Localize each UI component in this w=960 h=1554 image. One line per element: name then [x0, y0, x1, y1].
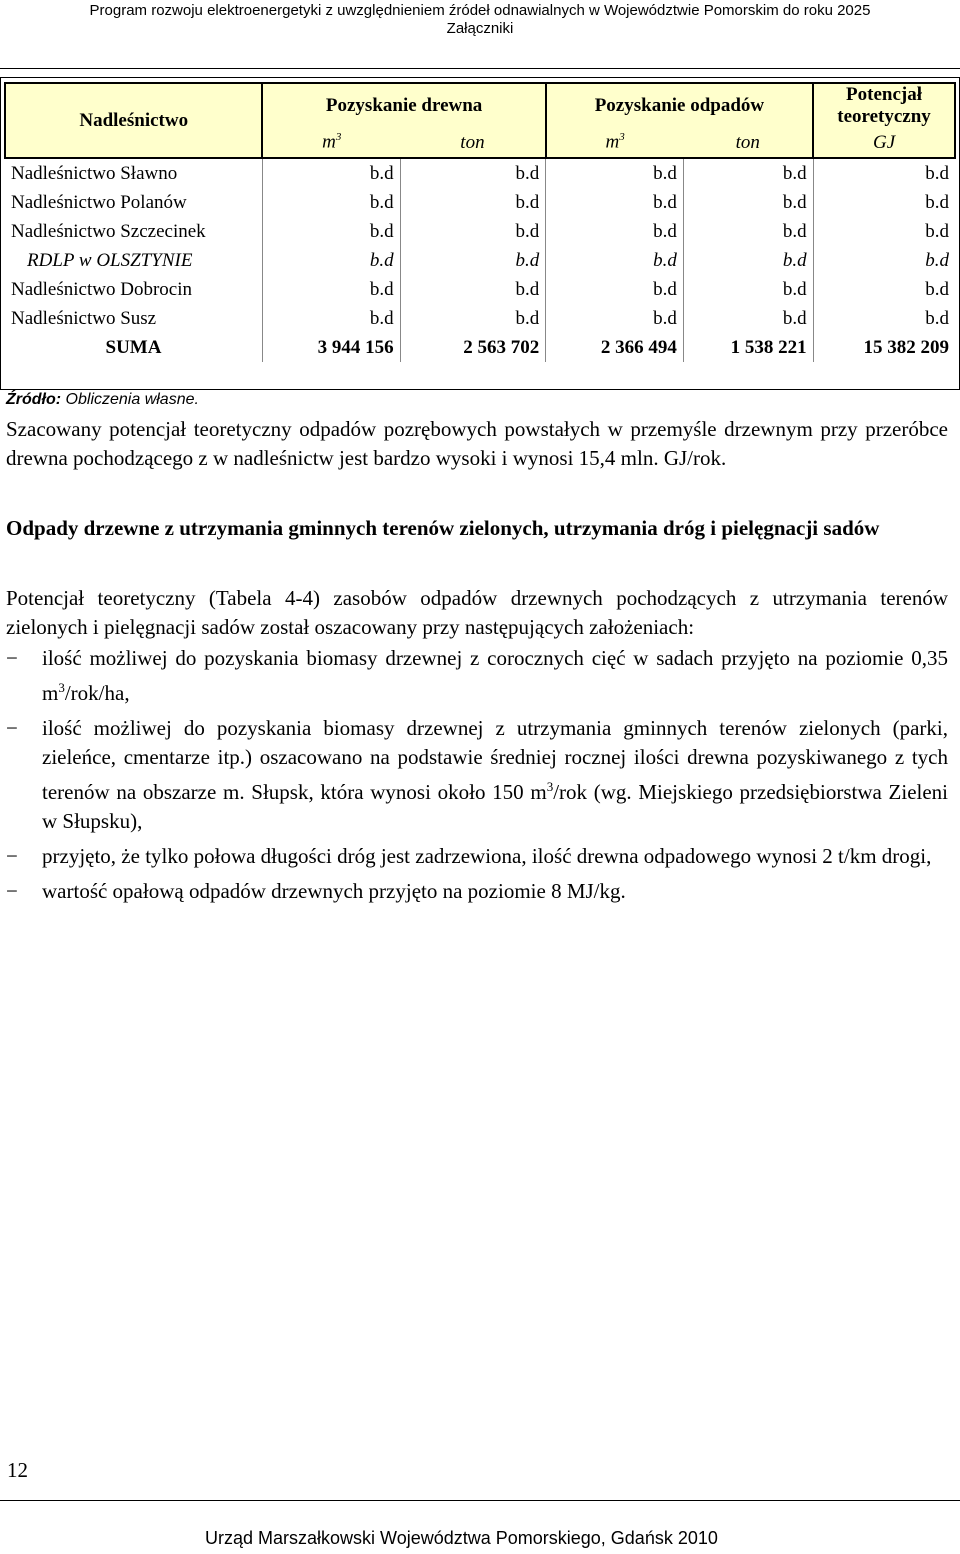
unit-wood-m3: $m^3$ [262, 128, 400, 158]
assumptions-list [6, 644, 948, 912]
table-row: Nadleśnictwo Polanów b.d b.d b.d b.d b.d [5, 188, 955, 217]
unit-waste-m3: $m^3$ [546, 128, 684, 158]
list-item: − przyjęto, że tylko połowa długości dróg jest zadrzewiona, ilość drewna odpadowego wynosi 2 t/km drogi, [6, 842, 948, 871]
footer-divider [0, 1500, 960, 1501]
source-text: Obliczenia własne. [65, 391, 199, 408]
dash-bullet: − [6, 844, 18, 868]
dash-bullet: − [6, 646, 18, 670]
header-pozyskanie-odpadow: Pozyskanie odpadów [546, 83, 813, 128]
header-pozyskanie-drewna: Pozyskanie drewna [262, 83, 545, 128]
page-number: 12 [7, 1458, 28, 1482]
list-item: − ilość możliwej do pozyskania biomasy drzewnej z corocznych cięć w sadach przyjęto na poziomie 0,35 $m^3/rok/ha$, [6, 646, 948, 705]
unit-gj: GJ [813, 128, 955, 158]
table-row: Nadleśnictwo Susz b.d b.d b.d b.d b.d [5, 304, 955, 333]
paragraph-potential: Szacowany potencjał teoretyczny odpadów pozrębowych powstałych w przemyśle drzewnym przy przeróbce drewna pochodzącego z w nadleśnictw jest bardzo wysoki i wynosi 15,4 mln. GJ/rok. [6, 417, 948, 470]
paragraph-assumptions: Potencjał teoretyczny (Tabela 4-4) zasobów odpadów drzewnych pochodzących z utrzymania terenów zielonych i pielęgnacji sadów został oszacowany przy następujących założeniach: [6, 586, 948, 639]
header-potencjal: Potencjał teoretyczny [813, 83, 955, 128]
table-row-rdlp: RDLP w OLSZTYNIE b.d b.d b.d b.d b.d [5, 246, 955, 275]
dash-bullet: − [6, 879, 18, 903]
table-header-row [5, 83, 955, 128]
source-label: Źródło: [6, 391, 62, 408]
document-header-title: Program rozwoju elektroenergetyki z uwzględnieniem źródeł odnawialnych w Województwie Pomorskim do roku 2025 [89, 2, 871, 19]
unit-wood-ton: ton [400, 128, 546, 158]
document-header-subtitle: Załączniki [446, 20, 514, 37]
list-item: − wartość opałową odpadów drzewnych przyjęto na poziomie 8 MJ/kg. [6, 877, 948, 906]
table-row-sum: SUMA 3 944 156 2 563 702 2 366 494 1 538 221 15 382 209 [5, 333, 955, 362]
table-row: Nadleśnictwo Dobrocin b.d b.d b.d b.d b.d [5, 275, 955, 304]
table-row: Nadleśnictwo Szczecinek b.d b.d b.d b.d b.d [5, 217, 955, 246]
dash-bullet: − [6, 716, 18, 740]
table-source [6, 391, 199, 409]
list-item: − ilość możliwej do pozyskania biomasy drzewnej z utrzymania gminnych terenów zielonych (parki, zieleńce, cmentarze itp.) oszacowano na podstawie średniej rocznej ilości drewna pozyskiwanego z tych terenów na obszarze m. Słupsk, która wynosi około 150 $m^3$/rok (wg. Miejskiego przedsiębiorstwa Zieleni w Słupsku), [6, 716, 948, 833]
header-divider [0, 68, 960, 69]
unit-waste-ton: ton [683, 128, 813, 158]
table-row: Nadleśnictwo Sławno b.d b.d b.d b.d b.d [5, 158, 955, 188]
section-heading: Odpady drzewne z utrzymania gminnych terenów zielonych, utrzymania dróg i pielęgnacji sadów [6, 516, 880, 540]
header-nadlesnictwo: Nadleśnictwo [5, 83, 262, 158]
forestry-table [4, 82, 956, 362]
